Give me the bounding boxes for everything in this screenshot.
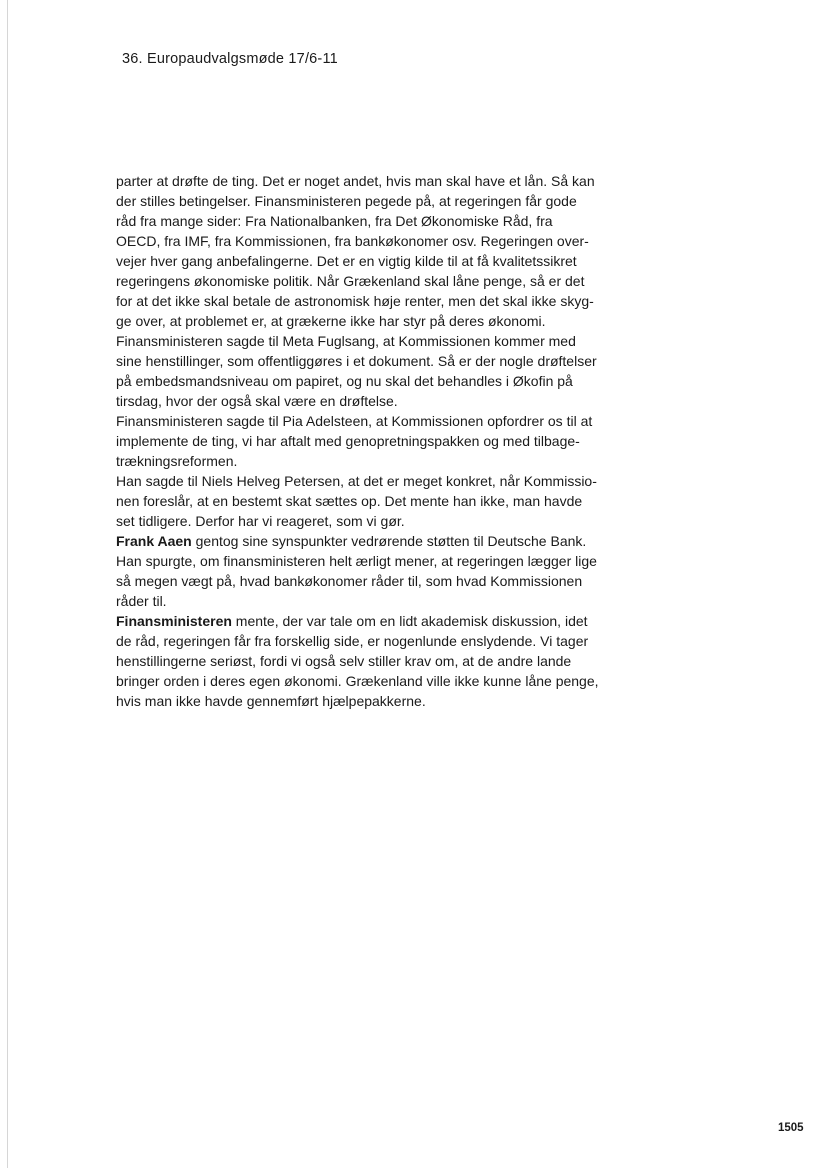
line-text: trækningsreformen. bbox=[116, 453, 238, 469]
speaker-name: Finansministeren bbox=[116, 613, 232, 629]
line-text: Finansministeren sagde til Pia Adelsteen, at Kommissionen opfordrer os til at bbox=[116, 413, 593, 429]
text-line bbox=[116, 571, 616, 591]
text-line bbox=[116, 211, 616, 231]
text-line bbox=[116, 691, 616, 711]
text-line bbox=[116, 251, 616, 271]
text-line bbox=[116, 451, 616, 471]
speaker-name: Frank Aaen bbox=[116, 533, 192, 549]
text-line bbox=[116, 631, 616, 651]
line-text: der stilles betingelser. Finansministeren pegede på, at regeringen får gode bbox=[116, 193, 577, 209]
text-line bbox=[116, 651, 616, 671]
line-text: hvis man ikke havde gennemført hjælpepakkerne. bbox=[116, 693, 426, 709]
line-text: så megen vægt på, hvad bankøkonomer råder til, som hvad Kommissionen bbox=[116, 573, 583, 589]
line-text: på embedsmandsniveau om papiret, og nu skal det behandles i Økofin på bbox=[116, 373, 573, 389]
line-text: regeringens økonomiske politik. Når Grækenland skal låne penge, så er det bbox=[116, 273, 585, 289]
paragraph bbox=[116, 611, 616, 711]
line-text: henstillingerne seriøst, fordi vi også selv stiller krav om, at de andre lande bbox=[116, 653, 572, 669]
line-text: gentog sine synspunkter vedrørende støtten til Deutsche Bank. bbox=[191, 533, 587, 549]
line-text: tirsdag, hvor der også skal være en drøftelse. bbox=[116, 393, 398, 409]
text-line bbox=[116, 351, 616, 371]
text-line bbox=[116, 611, 616, 631]
text-line bbox=[116, 231, 616, 251]
line-text: vejer hver gang anbefalingerne. Det er en vigtig kilde til at få kvalitetssikret bbox=[116, 253, 577, 269]
paragraph bbox=[116, 171, 616, 331]
paragraph bbox=[116, 331, 616, 411]
line-text: implemente de ting, vi har aftalt med genopretningspakken og med tilbage- bbox=[116, 433, 580, 449]
text-line bbox=[116, 411, 616, 431]
paragraph bbox=[116, 411, 616, 471]
text-line bbox=[116, 271, 616, 291]
minutes-body bbox=[116, 171, 616, 711]
line-text: sine henstillinger, som offentliggøres i et dokument. Så er der nogle drøftelser bbox=[116, 353, 597, 369]
line-text: OECD, fra IMF, fra Kommissionen, fra bankøkonomer osv. Regeringen over- bbox=[116, 233, 589, 249]
text-line bbox=[116, 511, 616, 531]
text-line bbox=[116, 171, 616, 191]
line-text: ge over, at problemet er, at grækerne ikke har styr på deres økonomi. bbox=[116, 313, 546, 329]
line-text: Finansministeren sagde til Meta Fuglsang, at Kommissionen kommer med bbox=[116, 333, 576, 349]
line-text: Han spurgte, om finansministeren helt ærligt mener, at regeringen lægger lige bbox=[116, 553, 597, 569]
text-line bbox=[116, 551, 616, 571]
text-line bbox=[116, 471, 616, 491]
text-line bbox=[116, 491, 616, 511]
line-text: råd fra mange sider: Fra Nationalbanken, fra Det Økonomiske Råd, fra bbox=[116, 213, 553, 229]
running-header: 36. Europaudvalgsmøde 17/6-11 bbox=[122, 51, 338, 67]
paragraph bbox=[116, 471, 616, 531]
text-line bbox=[116, 311, 616, 331]
text-line bbox=[116, 431, 616, 451]
line-text: mente, der var tale om en lidt akademisk diskussion, idet bbox=[231, 613, 588, 629]
text-line bbox=[116, 591, 616, 611]
paragraph bbox=[116, 531, 616, 611]
text-line bbox=[116, 291, 616, 311]
line-text: nen foreslår, at en bestemt skat sættes op. Det mente han ikke, man havde bbox=[116, 493, 583, 509]
text-line bbox=[116, 331, 616, 351]
line-text: parter at drøfte de ting. Det er noget andet, hvis man skal have et lån. Så kan bbox=[116, 173, 595, 189]
text-line bbox=[116, 531, 616, 551]
line-text: råder til. bbox=[116, 593, 167, 609]
text-line bbox=[116, 391, 616, 411]
line-text: de råd, regeringen får fra forskellig side, er nogenlunde enslydende. Vi tager bbox=[116, 633, 589, 649]
text-line bbox=[116, 191, 616, 211]
line-text: Han sagde til Niels Helveg Petersen, at det er meget konkret, når Kommissio- bbox=[116, 473, 597, 489]
page-number: 1505 bbox=[778, 1122, 804, 1134]
line-text: bringer orden i deres egen økonomi. Grækenland ville ikke kunne låne penge, bbox=[116, 673, 599, 689]
line-text: set tidligere. Derfor har vi reageret, som vi gør. bbox=[116, 513, 405, 529]
line-text: for at det ikke skal betale de astronomisk høje renter, men det skal ikke skyg- bbox=[116, 293, 594, 309]
scan-edge-line bbox=[7, 0, 8, 1168]
text-line bbox=[116, 671, 616, 691]
text-line bbox=[116, 371, 616, 391]
